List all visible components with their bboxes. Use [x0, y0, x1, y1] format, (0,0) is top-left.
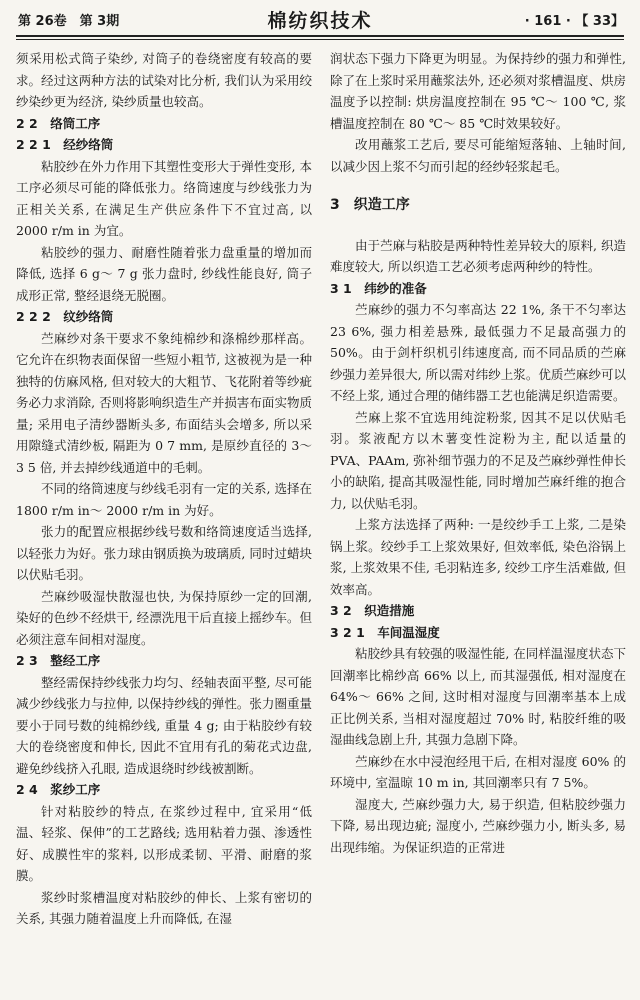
subsection-heading: 3 2 1 车间温湿度 [330, 624, 440, 640]
page-header [0, 0, 640, 40]
section-heading: 2 3 整经工序 [16, 653, 101, 668]
paragraph: 粘胶纱在外力作用下其塑性变形大于弹性变形, 本工序必须尽可能的降低张力。络筒速度与纱线张力为正相关关系, 在满足生产供应条件下不宜过高, 以 2000 r/m in 为宜。 [16, 158, 312, 238]
paragraph: 润状态下强力下降更为明显。为保持纱的强力和弹性, 除了在上浆时采用蘸浆法外, 还必须对浆槽温度、烘房温度予以控制: 烘房温度控制在 95 ℃～ 100 ℃, 浆槽温度控制在 80 ℃～ 85 ℃时效果较好。 [330, 51, 626, 131]
right-column [330, 48, 626, 858]
paragraph: 上浆方法选择了两种: 一是绞纱手工上浆, 二是染锅上浆。绞纱手工上浆效果好, 但效率低, 染色浴锅上浆, 上浆效果不佳, 毛羽粘连多, 绞纱工序生活难做, 但效率高。 [330, 517, 626, 597]
left-column [16, 48, 312, 930]
page-number: · 161 · 【 33】 [524, 14, 624, 29]
paragraph: 由于苎麻与粘胶是两种特性差异较大的原料, 织造难度较大, 所以织造工艺必须考虑两种纱的特性。 [330, 237, 626, 274]
paragraph: 浆纱时浆槽温度对粘胶纱的伸长、上浆有密切的关系, 其强力随着温度上升而降低, 在湿 [16, 889, 312, 926]
section-heading: 2 2 络筒工序 [16, 115, 101, 131]
paragraph: 湿度大, 苎麻纱强力大, 易于织造, 但粘胶纱强力下降, 易出现边疵; 湿度小, 苎麻纱强力小, 断头多, 易出现纬缩。为保证织造的正常进 [330, 796, 626, 855]
subsection-heading: 2 2 1 经纱络筒 [16, 137, 114, 152]
header-rule-thin [16, 39, 624, 40]
journal-title: 棉纺织技术 [267, 10, 373, 32]
paragraph: 苎麻上浆不宜选用纯淀粉浆, 因其不足以伏贴毛羽。浆液配方以木薯变性淀粉为主, 配以适量的 PVA、PAAm, 弥补细节强力的不足及苎麻纱弹性伸长小的缺陷, 提高其吸湿性能, 同时增加苎麻纤维的抱合力, 以伏贴毛羽。 [330, 409, 626, 511]
paragraph: 粘胶纱具有较强的吸湿性能, 在同样温湿度状态下回潮率比棉纱高 66% 以上, 而其湿强低, 相对湿度在 64%～ 66% 之间, 这时相对湿度与回潮率基本上成正比例关系, 当相对湿度超过 70% 时, 粘胶纤维的吸湿曲线急剧上升, 其强力急剧下降。 [330, 646, 626, 747]
chapter-heading: 3 织造工序 [330, 197, 410, 213]
paragraph: 针对粘胶纱的特点, 在浆纱过程中, 宜采用“低温、轻浆、保伸”的工艺路线; 选用粘着力强、渗透性好、成膜性牢的浆料, 以形成柔韧、平滑、耐磨的浆膜。 [16, 803, 312, 883]
subsection-heading: 2 2 2 纹纱络筒 [16, 309, 114, 324]
paragraph: 张力的配置应根据纱线号数和络筒速度适当选择, 以轻张力为好。张力球由钢质换为玻璃质, 同时过蜡块以伏贴毛羽。 [16, 524, 312, 582]
paragraph: 须采用松式筒子染纱, 对筒子的卷绕密度有较高的要求。经过这两种方法的试染对比分析, 我们认为采用绞纱染纱更为经济, 染纱质量也较高。 [16, 51, 312, 109]
section-heading: 2 4 浆纱工序 [16, 782, 101, 797]
paragraph: 改用蘸浆工艺后, 要尽可能缩短落轴、上轴时间, 以减少因上浆不匀而引起的经纱轻浆起毛。 [330, 137, 626, 174]
section-heading: 3 1 纬纱的准备 [330, 280, 427, 296]
section-heading: 3 2 织造措施 [330, 603, 415, 618]
paragraph: 粘胶纱的强力、耐磨性随着张力盘重量的增加而降低, 选择 6 g～ 7 g 张力盘时, 纱线性能良好, 筒子成形正常, 整经退绕无脱圈。 [16, 244, 312, 303]
paragraph: 苎麻纱的强力不匀率高达 22 1%, 条干不匀率达 23 6%, 强力相差悬殊, 最低强力不足最高强力的 50%。由于剑杆织机引纬速度高, 而不同品质的苎麻纱强力差异很大, 所以需对纬纱上浆。优质苎麻纱可以不经上浆, 通过合理的储纬器工艺也能满足织造需要。 [330, 302, 626, 403]
header-rule-thick [16, 35, 624, 37]
paragraph: 整经需保持纱线张力均匀、经轴表面平整, 尽可能减少纱线张力与拉伸, 以保持纱线的弹性。张力圈重量要小于同号数的纯棉纱线, 重量 4 g; 由于粘胶纱有较大的卷绕密度和伸长, 因此不宜用有孔的菊花式边盘, 避免纱线挤入孔眼, 造成退绕时纱线被割断。 [16, 674, 312, 776]
paragraph: 苎麻纱吸湿快散湿也快, 为保持原纱一定的回潮, 染好的色纱不经烘干, 经漂洗甩干后直接上摇纱车。但必须注意车间相对湿度。 [16, 588, 312, 647]
paragraph: 苎麻纱对条干要求不象纯棉纱和涤棉纱那样高。它允许在织物表面保留一些短小粗节, 这被视为是一种独特的仿麻风格, 但对较大的大粗节、飞花附着等纱疵务必力求消除, 否则将影响织造生产并损害布面实物质量; 采用电子清纱器断头多, 布面结头会增多, 所以采用隙缝式清纱板, 隔距为 0 7 mm, 是原纱直径的 3～ 3 5 倍, 并去掉纱线通道中的毛刺。 [16, 330, 312, 475]
volume-issue: 第 26卷 第 3期 [18, 14, 120, 29]
paragraph: 苎麻纱在水中浸泡经甩干后, 在相对湿度 60% 的环境中, 室温晾 10 m in, 其回潮率只有 7 5%。 [330, 753, 626, 790]
paragraph: 不同的络筒速度与纱线毛羽有一定的关系, 选择在 1800 r/m in～ 2000 r/m in 为好。 [16, 481, 312, 518]
